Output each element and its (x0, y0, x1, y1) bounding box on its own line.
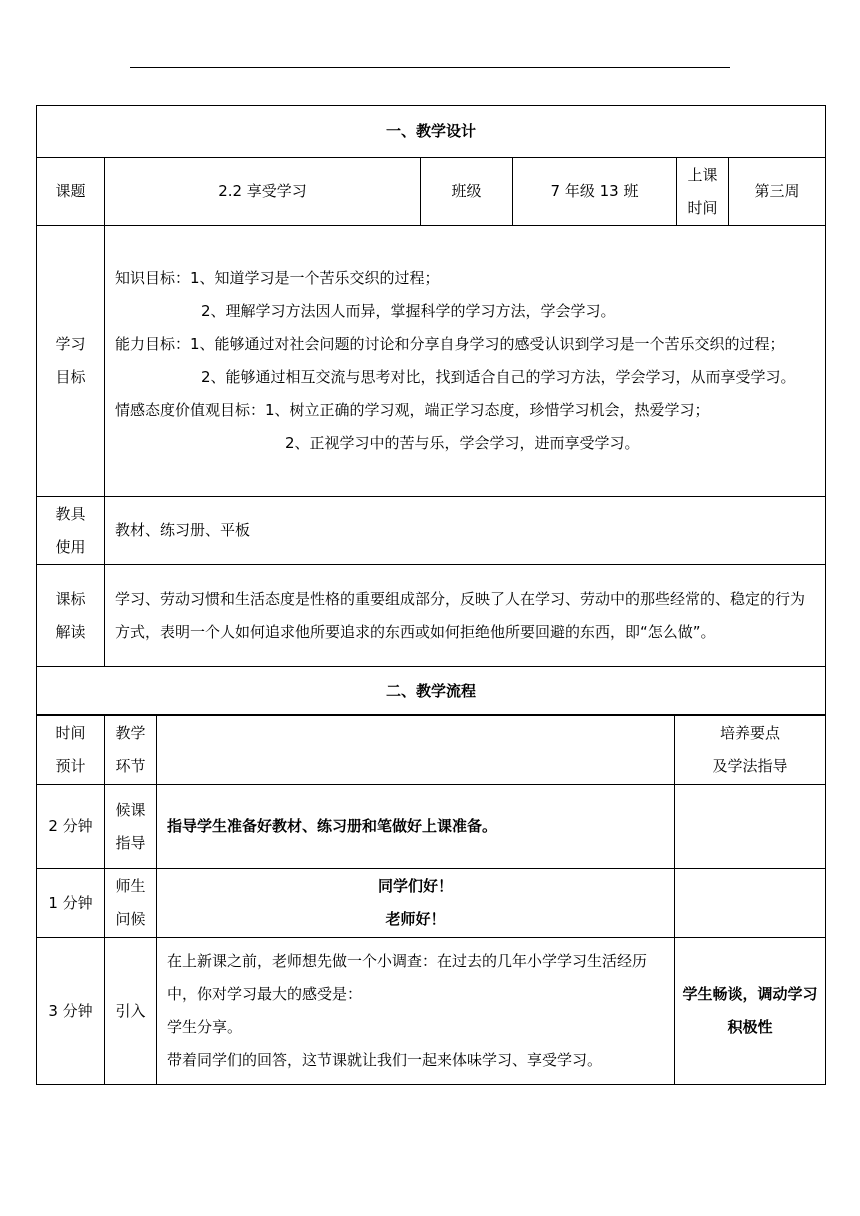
goal-line: 2、正视学习中的苦与乐，学会学习，进而享受学习。 (285, 434, 640, 452)
tools-label (37, 497, 105, 565)
goal-line: 2、理解学习方法因人而异，掌握科学的学习方法，学会学习。 (201, 302, 616, 320)
row-step-line1: 候课 (115, 800, 146, 819)
header-time-line1: 时间 (55, 723, 86, 742)
header-time (37, 715, 105, 785)
header-points (675, 715, 826, 785)
row-content (157, 869, 675, 938)
row-step-line1: 师生 (115, 877, 146, 895)
row-points: 学生畅谈，调动学习积极性 (675, 938, 826, 1085)
row-content-line1: 同学们好！ (377, 877, 453, 895)
row-step: 引入 (105, 938, 157, 1085)
row-content-line3: 带着同学们的回答，这节课就让我们一起来体味学习、享受学习。 (167, 1051, 603, 1069)
time-label-line2: 时间 (687, 198, 718, 217)
header-step-line1: 教学 (115, 723, 146, 742)
row-step (105, 869, 157, 938)
topic-label: 课题 (37, 158, 105, 226)
row-content-line2: 学生分享。 (167, 1018, 243, 1036)
goals-label-line1: 学习 (55, 335, 86, 353)
header-step-line2: 环节 (115, 756, 146, 775)
row-content-line1: 在上新课之前，老师想先做一个小调查：在过去的几年小学学习生活经历中，你对学习最大的感受是： (167, 952, 648, 1003)
row-time: 1 分钟 (37, 869, 105, 938)
header-rule (130, 67, 730, 68)
goal-line: 能力目标：1、能够通过对社会问题的讨论和分享自身学习的感受认识到学习是一个苦乐交织的过程； (115, 335, 785, 353)
class-value: 7 年级 13 班 (513, 158, 677, 226)
header-points-line1: 培养要点 (719, 723, 780, 742)
goal-line: 情感态度价值观目标：1、树立正确的学习观，端正学习态度，珍惜学习机会，热爱学习； (115, 401, 710, 419)
teaching-process-table (36, 714, 826, 1085)
row-step-line2: 指导 (115, 833, 146, 852)
row-points (675, 785, 826, 869)
tools-label-line2: 使用 (55, 537, 86, 556)
topic-value: 2.2 享受学习 (105, 158, 421, 226)
time-value: 第三周 (729, 158, 826, 226)
goals-label (37, 226, 105, 497)
section-title-process: 二、教学流程 (37, 667, 826, 716)
standard-value: 学习、劳动习惯和生活态度是性格的重要组成部分，反映了人在学习、劳动中的那些经常的、稳定的行为方式，表明一个人如何追求他所要追求的东西或如何拒绝他所要回避的东西，即“怎么做”。 (105, 565, 826, 667)
time-label (677, 158, 729, 226)
goals-label-line2: 目标 (55, 368, 86, 386)
row-step (105, 785, 157, 869)
row-content: 指导学生准备好教材、练习册和笔做好上课准备。 (157, 785, 675, 869)
teaching-design-table (36, 105, 826, 716)
row-content-line2: 老师好！ (385, 910, 446, 928)
row-time: 3 分钟 (37, 938, 105, 1085)
goals-content (105, 226, 826, 497)
standard-label-line1: 课标 (55, 589, 86, 608)
standard-label-line2: 解读 (55, 622, 86, 641)
row-content (157, 938, 675, 1085)
goal-line: 知识目标：1、知道学习是一个苦乐交织的过程； (115, 269, 440, 287)
goal-line: 2、能够通过相互交流与思考对比，找到适合自己的学习方法，学会学习，从而享受学习。 (201, 368, 796, 386)
header-content (157, 715, 675, 785)
section-title-design: 一、教学设计 (37, 106, 826, 158)
row-time: 2 分钟 (37, 785, 105, 869)
tools-label-line1: 教具 (55, 504, 86, 523)
standard-label (37, 565, 105, 667)
tools-value: 教材、练习册、平板 (105, 497, 826, 565)
header-time-line2: 预计 (55, 756, 86, 775)
row-step-line2: 问候 (115, 910, 146, 928)
header-points-line2: 及学法指导 (712, 756, 788, 775)
class-label: 班级 (421, 158, 513, 226)
row-points (675, 869, 826, 938)
time-label-line1: 上课 (687, 165, 718, 184)
header-step (105, 715, 157, 785)
